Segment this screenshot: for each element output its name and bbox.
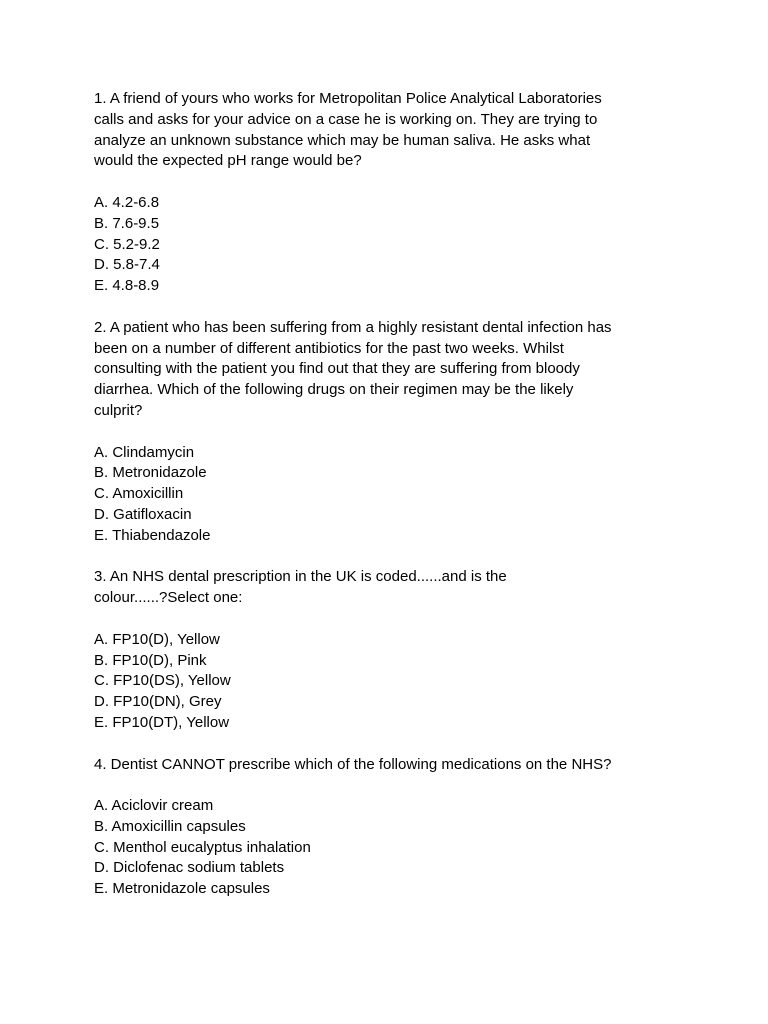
question-line: analyze an unknown substance which may be human saliva. He asks what: [94, 131, 591, 149]
question-line: culprit?: [94, 401, 143, 419]
answer-option: A. 4.2-6.8: [94, 193, 160, 211]
question-2: [94, 318, 694, 547]
answer-option: B. 7.6-9.5: [94, 214, 160, 232]
answer-option: E. 4.8-8.9: [94, 277, 160, 295]
question-line: 4. Dentist CANNOT prescribe which of the following medications on the NHS?: [94, 755, 612, 773]
question-line: 1. A friend of yours who works for Metropolitan Police Analytical Laboratories: [94, 90, 602, 107]
answer-option: C. 5.2-9.2: [94, 235, 160, 253]
answer-options: [94, 796, 694, 900]
answer-option: E. Metronidazole capsules: [94, 880, 270, 898]
question-line: would the expected pH range would be?: [94, 152, 362, 170]
question-line: calls and asks for your advice on a case he is working on. They are trying to: [94, 110, 598, 128]
answer-option: A. Clindamycin: [94, 443, 195, 461]
question-4: [94, 755, 694, 901]
question-line: 3. An NHS dental prescription in the UK is coded......and is the: [94, 568, 507, 586]
answer-options: [94, 193, 694, 297]
answer-option: D. Diclofenac sodium tablets: [94, 859, 285, 877]
answer-option: A. Aciclovir cream: [94, 797, 214, 815]
answer-option: A. FP10(D), Yellow: [94, 630, 220, 648]
question-text: [94, 567, 694, 609]
answer-options: [94, 630, 694, 734]
question-text: [94, 755, 694, 776]
question-line: colour......?Select one:: [94, 589, 243, 607]
answer-option: C. Amoxicillin: [94, 485, 184, 503]
question-3: [94, 567, 694, 733]
question-line: diarrhea. Which of the following drugs on their regimen may be the likely: [94, 381, 574, 399]
answer-option: D. Gatifloxacin: [94, 505, 192, 523]
document-page: [94, 89, 694, 921]
question-text: [94, 89, 694, 172]
answer-options: [94, 443, 694, 547]
question-line: been on a number of different antibiotics for the past two weeks. Whilst: [94, 339, 564, 357]
answer-option: C. FP10(DS), Yellow: [94, 672, 231, 690]
answer-option: E. FP10(DT), Yellow: [94, 713, 230, 731]
question-text: [94, 318, 694, 422]
answer-option: D. FP10(DN), Grey: [94, 693, 222, 711]
answer-option: B. FP10(D), Pink: [94, 651, 207, 669]
question-line: 2. A patient who has been suffering from a highly resistant dental infection has: [94, 318, 612, 336]
answer-option: B. Metronidazole: [94, 464, 207, 482]
question-line: consulting with the patient you find out that they are suffering from bloody: [94, 360, 580, 378]
answer-option: E. Thiabendazole: [94, 526, 211, 544]
answer-option: B. Amoxicillin capsules: [94, 817, 246, 835]
answer-option: D. 5.8-7.4: [94, 256, 160, 274]
answer-option: C. Menthol eucalyptus inhalation: [94, 838, 311, 856]
question-1: [94, 89, 694, 297]
